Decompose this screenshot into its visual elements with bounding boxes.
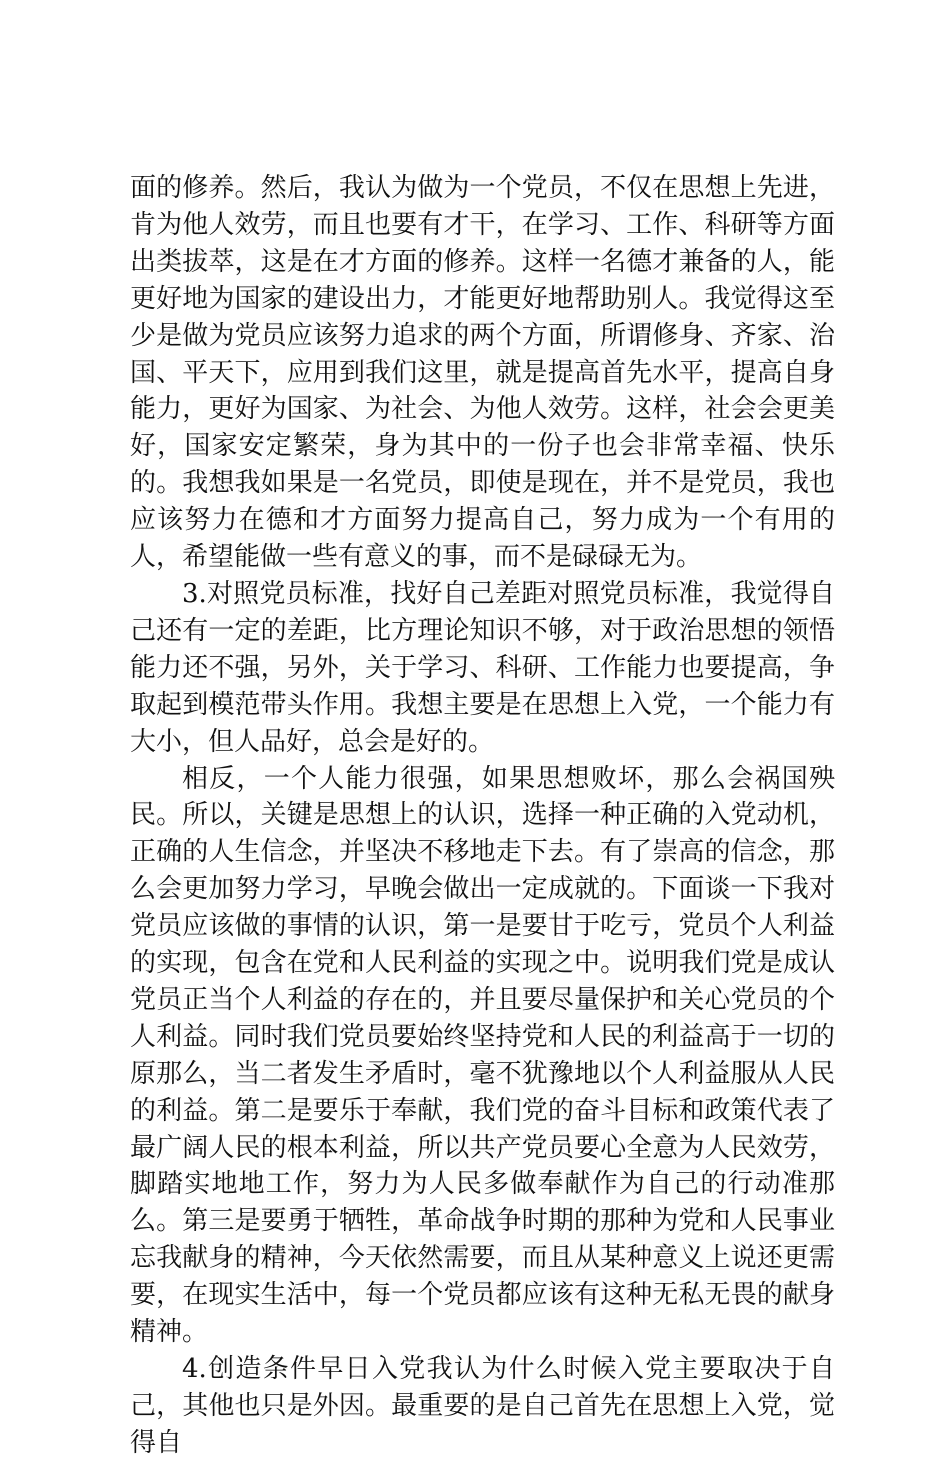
document-body: [130, 170, 835, 1462]
paragraph-2: 3.对照党员标准，找好自己差距对照党员标准，我觉得自己还有一定的差距，比方理论知识不够，对于政治思想的领悟能力还不强，另外，关于学习、科研、工作能力也要提高，争取起到模范带头作用。我想主要是在思想上入党，一个能力有大小，但人品好，总会是好的。: [130, 578, 835, 757]
paragraph-4: 4.创造条件早日入党我认为什么时候入党主要取决于自己，其他也只是外因。最重要的是自己首先在思想上入党，觉得自: [130, 1354, 835, 1458]
paragraph-3: 相反，一个人能力很强，如果思想败坏，那么会祸国殃民。所以，关键是思想上的认识，选择一种正确的入党动机，正确的人生信念，并坚决不移地走下去。有了崇高的信念，那么会更加努力学习，早晚会做出一定成就的。下面谈一下我对党员应该做的事情的认识，第一是要甘于吃亏，党员个人利益的实现，包含在党和人民利益的实现之中。说明我们党是成认党员正当个人利益的存在的，并且要尽量保护和关心党员的个人利益。同时我们党员要始终坚持党和人民的利益高于一切的原那么，当二者发生矛盾时，毫不犹豫地以个人利益服从人民的利益。第二是要乐于奉献，我们党的奋斗目标和政策代表了最广阔人民的根本利益，所以共产党员要心全意为人民效劳，脚踏实地地工作，努力为人民多做奉献作为自己的行动准那么。第三是要勇于牺牲，革命战争时期的那种为党和人民事业忘我献身的精神，今天依然需要，而且从某种意义上说还更需要，在现实生活中，每一个党员都应该有这种无私无畏的献身精神。: [130, 763, 835, 1348]
paragraph-1: 面的修养。然后，我认为做为一个党员，不仅在思想上先进，肯为他人效劳，而且也要有才干，在学习、工作、科研等方面出类拔萃，这是在才方面的修养。这样一名德才兼备的人，能更好地为国家的建设出力，才能更好地帮助别人。我觉得这至少是做为党员应该努力追求的两个方面，所谓修身、齐家、治国、平天下，应用到我们这里，就是提高首先水平，提高自身能力，更好为国家、为社会、为他人效劳。这样，社会会更美好，国家安定繁荣，身为其中的一份子也会非常幸福、快乐的。我想我如果是一名党员，即使是现在，并不是党员，我也应该努力在德和才方面努力提高自己，努力成为一个有用的人，希望能做一些有意义的事，而不是碌碌无为。: [130, 173, 835, 573]
